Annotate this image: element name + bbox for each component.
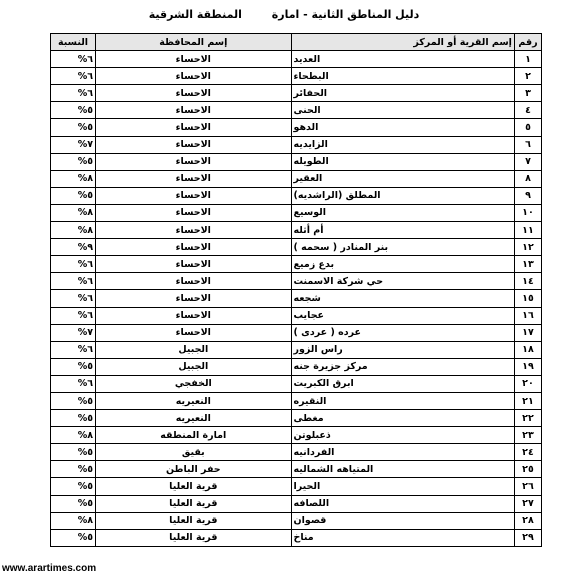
cell-village: المتياهه الشماليه: [291, 461, 514, 478]
cell-num: ٢١: [514, 392, 541, 409]
cell-governorate: الاحساء: [96, 307, 291, 324]
table-row: [51, 358, 542, 375]
cell-village: اللصافه: [291, 495, 514, 512]
cell-village: الطويله: [291, 153, 514, 170]
cell-governorate: الاحساء: [96, 204, 291, 221]
cell-num: ٦: [514, 136, 541, 153]
cell-governorate: الاحساء: [96, 187, 291, 204]
table-row: [51, 375, 542, 392]
table-row: [51, 102, 542, 119]
cell-percent: ٦%: [51, 341, 96, 358]
cell-village: راس الزور: [291, 341, 514, 358]
cell-num: ١٠: [514, 204, 541, 221]
cell-num: ٢٦: [514, 478, 541, 495]
cell-percent: ٦%: [51, 85, 96, 102]
cell-num: ١١: [514, 222, 541, 239]
cell-governorate: الاحساء: [96, 256, 291, 273]
cell-governorate: الاحساء: [96, 136, 291, 153]
cell-num: ٤: [514, 102, 541, 119]
table-row: [51, 341, 542, 358]
cell-village: ابرق الكبريت: [291, 375, 514, 392]
cell-percent: ٥%: [51, 444, 96, 461]
cell-percent: ٧%: [51, 324, 96, 341]
cell-governorate: قرية العليا: [96, 478, 291, 495]
cell-governorate: الاحساء: [96, 222, 291, 239]
cell-village: البطحاء: [291, 68, 514, 85]
cell-percent: ٨%: [51, 512, 96, 529]
table-row: [51, 410, 542, 427]
cell-num: ١: [514, 51, 541, 68]
cell-governorate: الخفجي: [96, 375, 291, 392]
cell-percent: ٦%: [51, 256, 96, 273]
cell-num: ١٩: [514, 358, 541, 375]
cell-num: ١٧: [514, 324, 541, 341]
cell-percent: ٦%: [51, 290, 96, 307]
watermark: www.arartimes.com: [2, 563, 97, 574]
cell-percent: ٨%: [51, 427, 96, 444]
villages-table: [50, 33, 542, 547]
cell-num: ٢٤: [514, 444, 541, 461]
cell-percent: ٦%: [51, 68, 96, 85]
cell-num: ١٣: [514, 256, 541, 273]
table-header-row: [51, 34, 542, 51]
cell-percent: ٨%: [51, 170, 96, 187]
cell-governorate: الاحساء: [96, 51, 291, 68]
cell-village: أم أثله: [291, 222, 514, 239]
cell-governorate: قرية العليا: [96, 495, 291, 512]
cell-num: ٢: [514, 68, 541, 85]
cell-village: مركز جزيرة جنه: [291, 358, 514, 375]
cell-num: ٢٠: [514, 375, 541, 392]
cell-village: شجعه: [291, 290, 514, 307]
cell-village: المطلق (الراشديه): [291, 187, 514, 204]
cell-governorate: حفر الباطن: [96, 461, 291, 478]
cell-governorate: الاحساء: [96, 324, 291, 341]
cell-village: الفردانيه: [291, 444, 514, 461]
table-row: [51, 324, 542, 341]
cell-num: ١٢: [514, 239, 541, 256]
table-row: [51, 222, 542, 239]
table-body: [51, 51, 542, 547]
cell-village: ذعبلوتن: [291, 427, 514, 444]
table-row: [51, 153, 542, 170]
cell-governorate: النعيريه: [96, 392, 291, 409]
cell-village: بدع زميع: [291, 256, 514, 273]
cell-governorate: الاحساء: [96, 153, 291, 170]
cell-village: بنر المنادر ( سحمه ): [291, 239, 514, 256]
cell-governorate: الاحساء: [96, 102, 291, 119]
cell-num: ٢٨: [514, 512, 541, 529]
page-title: [0, 8, 568, 21]
cell-percent: ٨%: [51, 222, 96, 239]
table-row: [51, 51, 542, 68]
table-row: [51, 478, 542, 495]
table-row: [51, 273, 542, 290]
cell-num: ٨: [514, 170, 541, 187]
column-header-governorate: إسم المحافظة: [96, 34, 291, 51]
cell-num: ٢٧: [514, 495, 541, 512]
cell-percent: ٥%: [51, 495, 96, 512]
cell-percent: ٥%: [51, 187, 96, 204]
table-row: [51, 529, 542, 546]
cell-percent: ٧%: [51, 136, 96, 153]
cell-village: الحنى: [291, 102, 514, 119]
table-row: [51, 136, 542, 153]
cell-governorate: الاحساء: [96, 85, 291, 102]
cell-num: ٣: [514, 85, 541, 102]
table-row: [51, 68, 542, 85]
table-row: [51, 444, 542, 461]
cell-governorate: النعيريه: [96, 410, 291, 427]
table-row: [51, 187, 542, 204]
table-row: [51, 256, 542, 273]
cell-governorate: الجبيل: [96, 358, 291, 375]
table-row: [51, 392, 542, 409]
cell-percent: ٥%: [51, 410, 96, 427]
cell-village: عجايب: [291, 307, 514, 324]
cell-num: ٢٩: [514, 529, 541, 546]
cell-num: ١٤: [514, 273, 541, 290]
table-row: [51, 119, 542, 136]
table-row: [51, 461, 542, 478]
cell-num: ٩: [514, 187, 541, 204]
cell-governorate: الاحساء: [96, 239, 291, 256]
table-row: [51, 239, 542, 256]
cell-governorate: بقيق: [96, 444, 291, 461]
cell-village: الزايديه: [291, 136, 514, 153]
cell-village: النقيره: [291, 392, 514, 409]
cell-village: الدهو: [291, 119, 514, 136]
cell-percent: ٥%: [51, 358, 96, 375]
cell-village: حي شركة الاسمنت: [291, 273, 514, 290]
cell-village: قصوان: [291, 512, 514, 529]
cell-percent: ٥%: [51, 153, 96, 170]
cell-num: ٢٣: [514, 427, 541, 444]
table-row: [51, 427, 542, 444]
cell-num: ٧: [514, 153, 541, 170]
cell-governorate: قرية العليا: [96, 529, 291, 546]
cell-percent: ٥%: [51, 461, 96, 478]
cell-num: ٢٥: [514, 461, 541, 478]
cell-governorate: الجبيل: [96, 341, 291, 358]
cell-governorate: الاحساء: [96, 68, 291, 85]
region-title: المنطقة الشرقية: [148, 8, 242, 21]
table-row: [51, 204, 542, 221]
cell-governorate: امارة المنطقه: [96, 427, 291, 444]
table-row: [51, 512, 542, 529]
cell-governorate: قرية العليا: [96, 512, 291, 529]
column-header-num: رقم: [514, 34, 541, 51]
cell-village: مناخ: [291, 529, 514, 546]
table-row: [51, 495, 542, 512]
cell-percent: ٦%: [51, 273, 96, 290]
cell-governorate: الاحساء: [96, 170, 291, 187]
cell-village: العديد: [291, 51, 514, 68]
cell-percent: ٥%: [51, 529, 96, 546]
cell-num: ١٥: [514, 290, 541, 307]
table-row: [51, 307, 542, 324]
cell-percent: ٦%: [51, 307, 96, 324]
cell-governorate: الاحساء: [96, 290, 291, 307]
cell-percent: ٥%: [51, 102, 96, 119]
cell-percent: ٩%: [51, 239, 96, 256]
cell-village: الحيرا: [291, 478, 514, 495]
table-row: [51, 85, 542, 102]
cell-village: الوسيع: [291, 204, 514, 221]
cell-num: ١٦: [514, 307, 541, 324]
guide-title: دليل المناطق الثانية - امارة: [271, 8, 420, 21]
table-row: [51, 170, 542, 187]
cell-percent: ٥%: [51, 392, 96, 409]
cell-percent: ٦%: [51, 51, 96, 68]
cell-governorate: الاحساء: [96, 119, 291, 136]
cell-num: ٢٢: [514, 410, 541, 427]
cell-percent: ٥%: [51, 119, 96, 136]
cell-num: ١٨: [514, 341, 541, 358]
cell-village: مغطى: [291, 410, 514, 427]
table-row: [51, 290, 542, 307]
cell-percent: ٥%: [51, 478, 96, 495]
cell-percent: ٨%: [51, 204, 96, 221]
cell-percent: ٦%: [51, 375, 96, 392]
cell-village: العقير: [291, 170, 514, 187]
cell-num: ٥: [514, 119, 541, 136]
cell-village: الحفائر: [291, 85, 514, 102]
cell-village: عرده ( عردى ): [291, 324, 514, 341]
column-header-percent: النسبة: [51, 34, 96, 51]
cell-governorate: الاحساء: [96, 273, 291, 290]
column-header-village: إسم القرية أو المركز: [291, 34, 514, 51]
